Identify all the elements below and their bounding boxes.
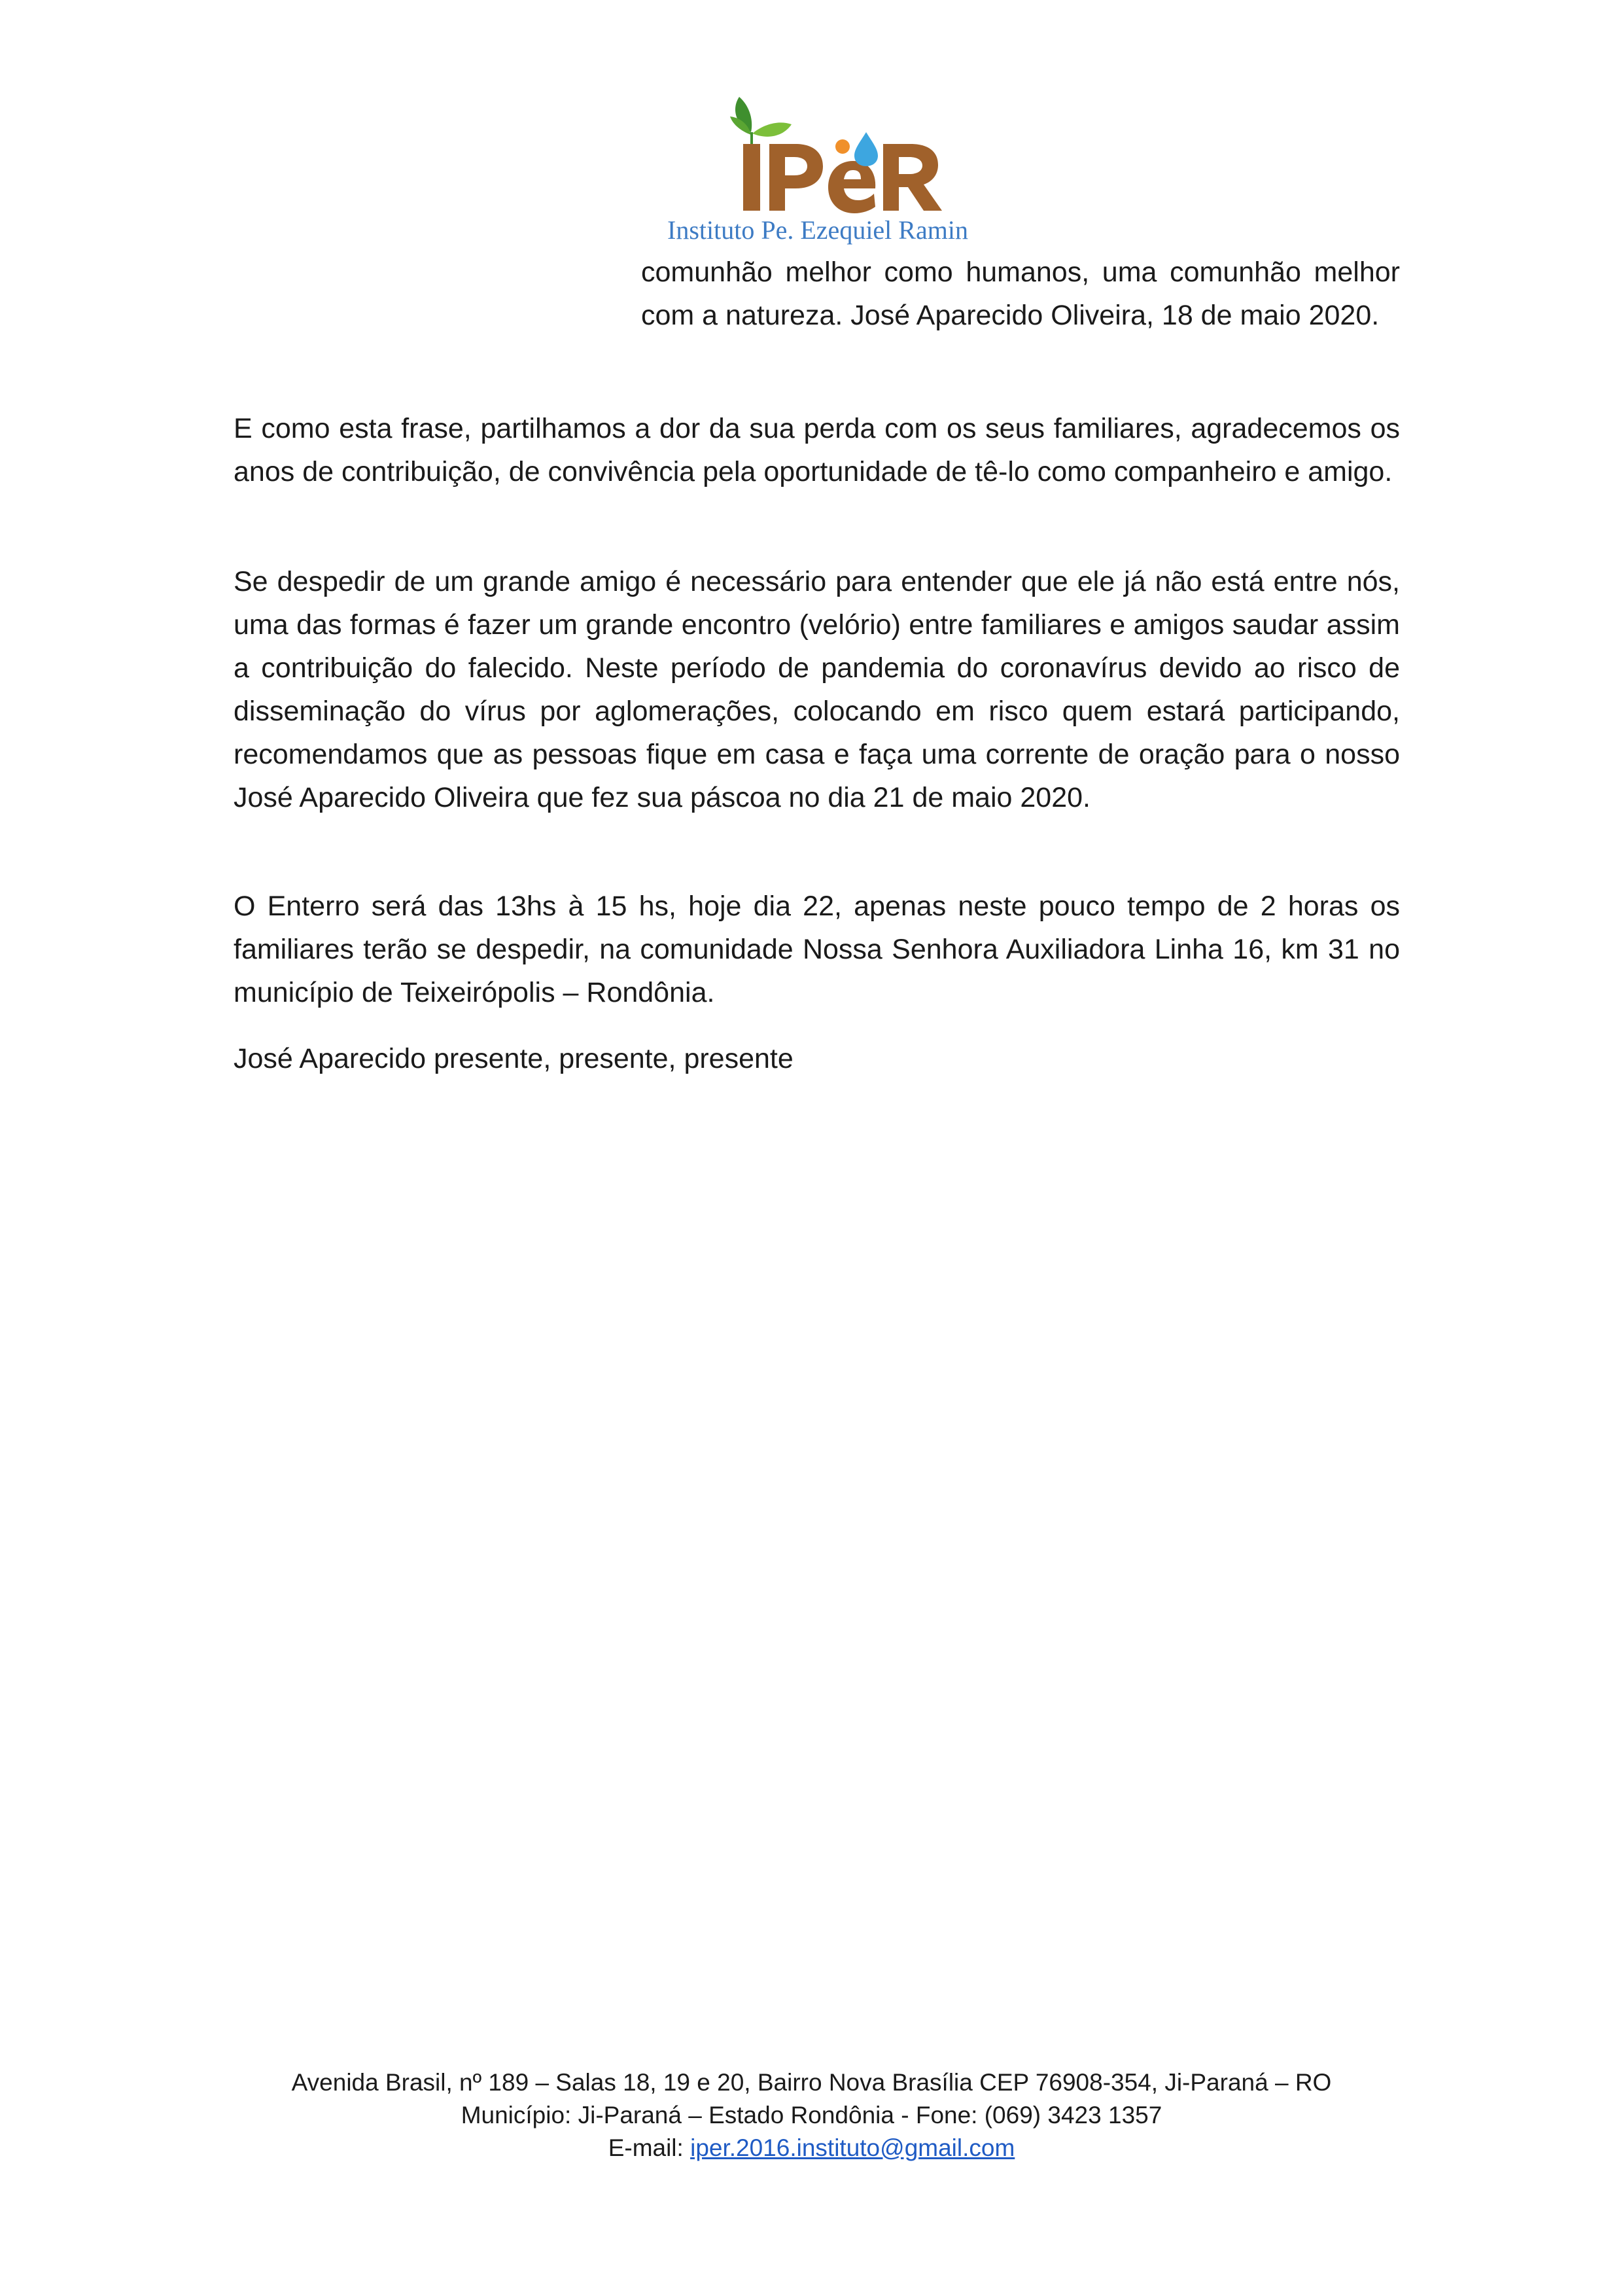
logo-caption: Instituto Pe. Ezequiel Ramin (667, 215, 968, 245)
iper-wordmark (743, 144, 942, 213)
paragraph-closing: José Aparecido presente, presente, presente (234, 1043, 794, 1074)
paragraph-farewell: Se despedir de um grande amigo é necessário para entender que ele já não está entre nós, uma das formas é fazer um grande encontro (velório) entre familiares e amigos saudar assim a contribuição do falecido. Neste período de pandemia do coronavírus devido ao risco de disseminação do vírus por aglomerações, colocando em risco quem estará participando, recomendamos que as pessoas fique em casa e faça uma corrente de oração para o nosso José Aparecido Oliveira que fez sua páscoa no dia 21 de maio 2020. (234, 566, 1400, 813)
footer-address: Avenida Brasil, nº 189 – Salas 18, 19 e 20, Bairro Nova Brasília CEP 76908-354, Ji-Paraná – RO (291, 2069, 1332, 2096)
footer-municipality: Município: Ji-Paraná – Estado Rondônia - Fone: (069) 3423 1357 (461, 2102, 1162, 2128)
water-drop-icon (854, 132, 878, 166)
iper-logo-mark (667, 92, 968, 216)
footer-email-label: E-mail: (608, 2134, 691, 2161)
dot-icon (835, 139, 850, 154)
page-footer (131, 2066, 1492, 2164)
leaves-icon (730, 97, 792, 144)
quote-continuation: comunhão melhor como humanos, uma comunhão melhor com a natureza. José Aparecido Oliveira, 18 de maio 2020. (641, 256, 1400, 331)
paragraph-condolences: E como esta frase, partilhamos a dor da sua perda com os seus familiares, agradecemos os anos de contribuição, de convivência pela oportunidade de tê-lo como companheiro e amigo. (234, 413, 1400, 487)
footer-email-line (131, 2132, 1492, 2164)
paragraph-burial-info: O Enterro será das 13hs à 15 hs, hoje dia 22, apenas neste pouco tempo de 2 horas os familiares terão se despedir, na comunidade Nossa Senhora Auxiliadora Linha 16, km 31 no município de Teixeirópolis – Rondônia. (234, 891, 1400, 1008)
iper-logo (667, 92, 968, 255)
footer-email-link[interactable]: iper.2016.instituto@gmail.com (690, 2134, 1015, 2161)
